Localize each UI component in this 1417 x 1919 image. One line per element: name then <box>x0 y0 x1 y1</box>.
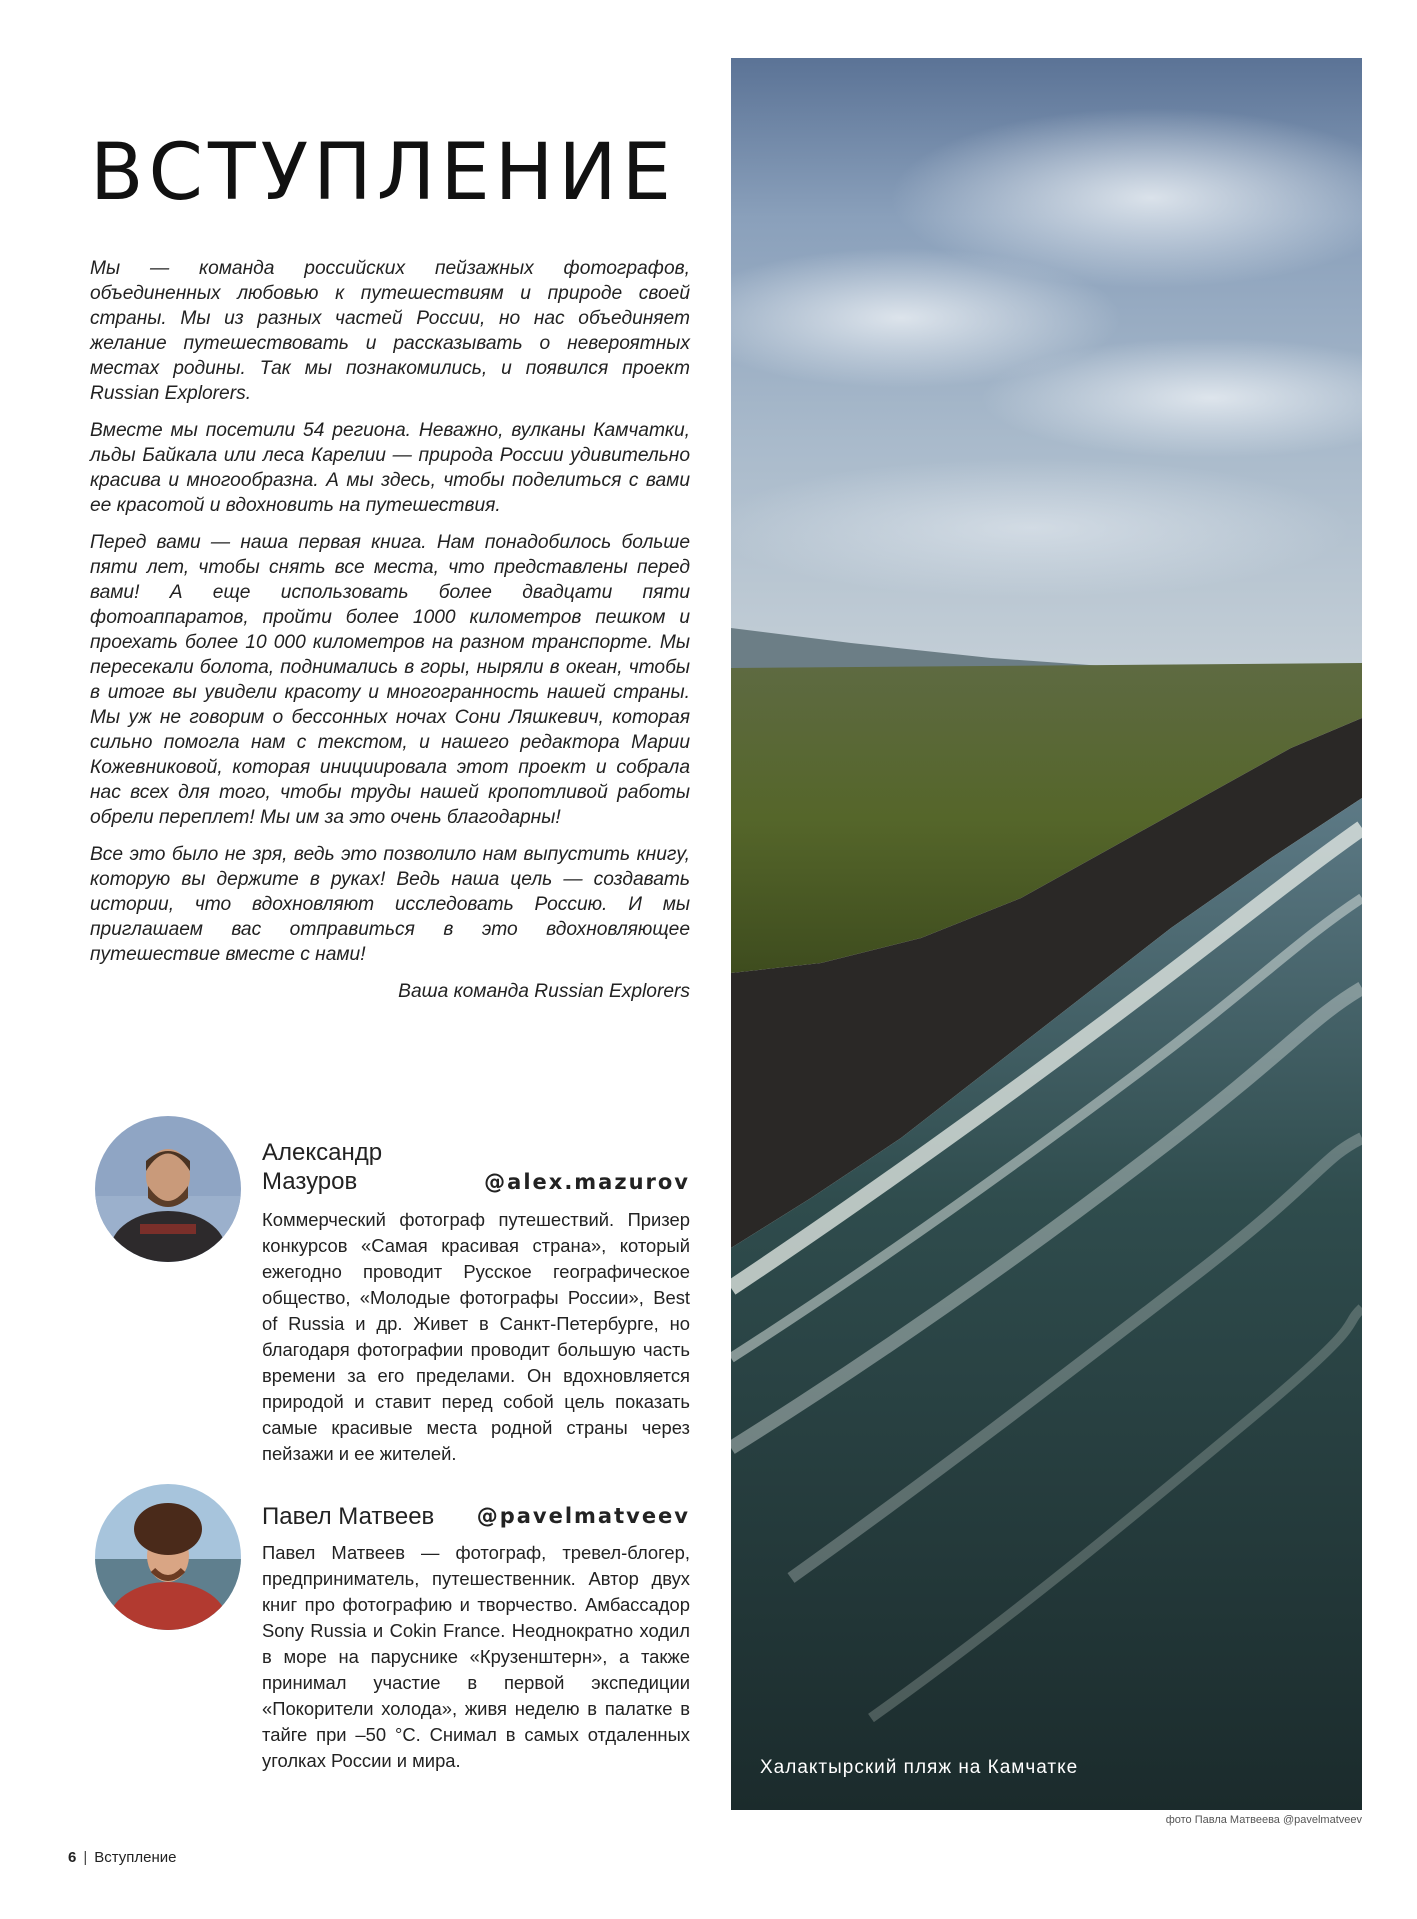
page-footer <box>68 1849 177 1866</box>
intro-paragraph: Мы — команда российских пейзажных фотографов, объединенных любовью к путешествиям и природе своей страны. Мы из разных частей России, но нас объединяет желание путешествовать и рассказывать о невероятных местах родины. Так мы познакомились, и появился проект Russian Explorers. <box>90 258 690 404</box>
intro-signature: Ваша команда Russian Explorers <box>398 981 690 1002</box>
author-bio: Коммерческий фотограф путешествий. Призер конкурсов «Самая красивая страна», который ежегодно проводит Русское географическое общество, «Молодые фотографы России», Best of Russia и др. Живет в Санкт-Петербурге, но благодаря фотографии проводит большую часть времени за его пределами. Он вдохновляется природой и ставит перед собой цель показать самые красивые места родной страны через пейзажи и ее жителей. <box>262 1209 690 1464</box>
footer-separator: | <box>83 1849 88 1866</box>
author-handle: @pavelmatveev <box>476 1504 690 1528</box>
intro-paragraph: Все это было не зря, ведь это позволило нам выпустить книгу, которую вы держите в руках! Ведь наша цель — создавать истории, что вдохновляют исследовать Россию. И мы приглашаем вас отправиться в это вдохновляющее путешествие вместе с нами! <box>90 844 690 965</box>
photo-credit: фото Павла Матвеева @pavelmatveev <box>1165 1814 1362 1826</box>
author-bio: Павел Матвеев — фотограф, тревел-блогер, предприниматель, путешественник. Автор двух книг про фотографию и творчество. Амбассадор Sony Russia и Cokin France. Неоднократно ходил в море на паруснике «Крузенштерн», а также принимал участие в первой экспедиции «Покорители холода», живя неделю в палатке в тайге при –50 °C. Снимал в самых отдаленных уголках России и мира. <box>262 1542 690 1771</box>
author-avatar <box>95 1116 241 1262</box>
intro-paragraph: Вместе мы посетили 54 региона. Неважно, вулканы Камчатки, льды Байкала или леса Карелии — природа России удивительно красива и многообразна. А мы здесь, чтобы поделиться с вами ее красотой и вдохновить на путешествия. <box>90 420 690 516</box>
author-avatar <box>95 1484 241 1630</box>
beach-photo <box>731 58 1362 1810</box>
author-name: Александр Мазуров <box>262 1139 383 1195</box>
page-number: 6 <box>68 1849 77 1866</box>
section-name: Вступление <box>94 1849 177 1866</box>
author-name: Павел Матвеев <box>262 1503 435 1530</box>
intro-paragraph: Перед вами — наша первая книга. Нам понадобилось больше пяти лет, чтобы снять все места, что представлены перед вами! А еще использовать более двадцати пяти фотоаппаратов, пройти более 1000 километров пешком и проехать более 10 000 километров на разном транспорте. Мы пересекали болота, поднимались в горы, ныряли в океан, чтобы в итоге вы увидели красоту и многогранность нашей страны. Мы уж не говорим о бессонных ночах Сони Ляшкевич, которая сильно помогла нам с текстом, и нашего редактора Марии Кожевниковой, которая инициировала этот проект и собрала нас всех для того, чтобы труды нашей кропотливой работы обрели переплет! Мы им за это очень благодарны! <box>90 532 690 828</box>
photo-caption: Халактырский пляж на Камчатке <box>760 1757 1079 1778</box>
author-handle: @alex.mazurov <box>484 1170 690 1194</box>
page-title: ВСТУПЛЕНИЕ <box>90 128 677 218</box>
intro-text <box>90 256 690 1016</box>
